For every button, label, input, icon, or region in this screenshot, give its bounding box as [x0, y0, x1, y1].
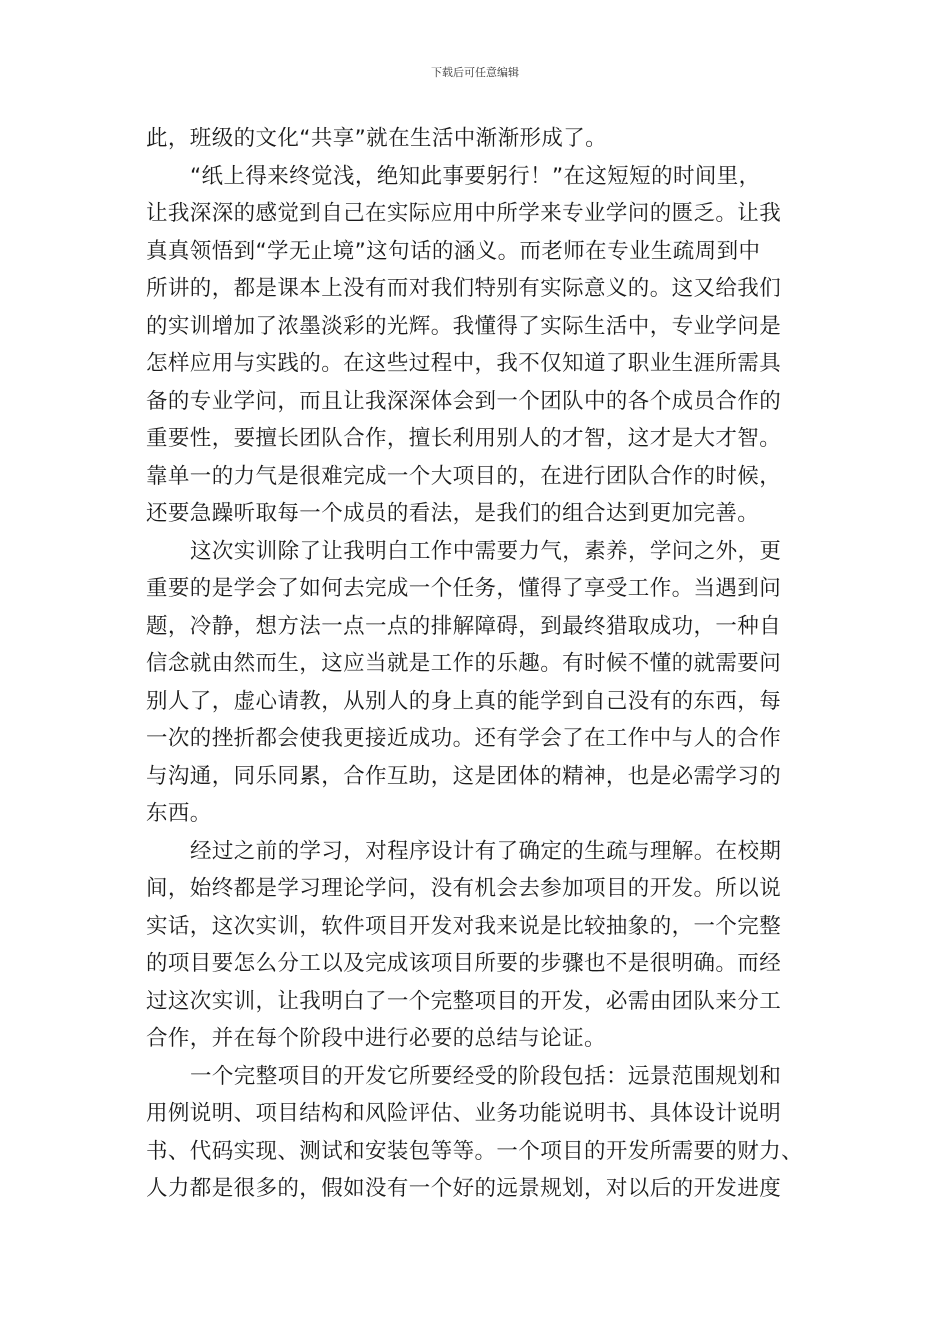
text-line: 备的专业学问，而且让我深深体会到一个团队中的各个成员合作的: [146, 388, 782, 414]
page-header: 下载后可任意编辑: [431, 66, 519, 79]
text-line: 合作，并在每个阶段中进行必要的总结与论证。: [146, 1026, 606, 1051]
paragraph-first-line: “纸上得来终觉浅，绝知此事要躬行！”在这短短的时间里，: [190, 163, 761, 189]
text-line: 间，始终都是学习理论学问，没有机会去参加项目的开发。所以说: [146, 876, 782, 901]
paragraph-first-line: 经过之前的学习，对程序设计有了确定的生疏与理解。在校期: [190, 838, 782, 864]
text-line: 一次的挫折都会使我更接近成功。还有学会了在工作中与人的合作: [146, 726, 782, 751]
text-line: 用例说明、项目结构和风险评估、业务功能说明书、具体设计说明: [146, 1101, 782, 1126]
text-line: 还要急躁听取每一个成员的看法，是我们的组合达到更加完善。: [146, 501, 760, 526]
text-line: 此，班级的文化“共享”就在生活中渐渐形成了。: [146, 126, 608, 151]
text-line: 靠单一的力气是很难完成一个大项目的，在进行团队合作的时候，: [146, 463, 782, 489]
text-line: 所讲的，都是课本上没有而对我们特别有实际意义的。这又给我们: [146, 276, 782, 301]
text-line: 实话，这次实训，软件项目开发对我来说是比较抽象的，一个完整: [146, 913, 782, 939]
paragraph-first-line: 一个完整项目的开发它所要经受的阶段包括：远景范围规划和: [190, 1063, 782, 1089]
text-line: 别人了，虚心请教，从别人的身上真的能学到自己没有的东西，每: [146, 688, 782, 714]
text-line: 重要的是学会了如何去完成一个任务，懂得了享受工作。当遇到问: [146, 576, 782, 601]
text-line: 信念就由然而生，这应当就是工作的乐趣。有时候不懂的就需要问: [146, 651, 782, 676]
paragraph-first-line: 这次实训除了让我明白工作中需要力气，素养，学问之外，更: [190, 538, 782, 564]
document-body: [146, 120, 812, 1208]
text-line: 让我深深的感觉到自己在实际应用中所学来专业学问的匮乏。让我: [146, 201, 782, 226]
text-line: 重要性，要擅长团队合作，擅长利用别人的才智，这才是大才智。: [146, 426, 782, 451]
text-line: 怎样应用与实践的。在这些过程中，我不仅知道了职业生涯所需具: [146, 351, 782, 376]
text-line: 过这次实训，让我明白了一个完整项目的开发，必需由团队来分工: [146, 988, 782, 1014]
text-line: 的实训增加了浓墨淡彩的光辉。我懂得了实际生活中，专业学问是: [146, 313, 782, 339]
text-line: 东西。: [146, 801, 212, 826]
text-line: 书、代码实现、测试和安装包等等。一个项目的开发所需要的财力、: [146, 1138, 804, 1164]
text-line: 人力都是很多的，假如没有一个好的远景规划，对以后的开发进度: [146, 1176, 782, 1201]
text-line: 的项目要怎么分工以及完成该项目所要的步骤也不是很明确。而经: [146, 951, 782, 976]
text-line: 与沟通，同乐同累，合作互助，这是团体的精神，也是必需学习的: [146, 763, 782, 789]
text-line: 真真领悟到“学无止境”这句话的涵义。而老师在专业生疏周到中: [146, 238, 761, 264]
text-line: 题，冷静，想方法一点一点的排解障碍，到最终猎取成功，一种自: [146, 613, 782, 639]
